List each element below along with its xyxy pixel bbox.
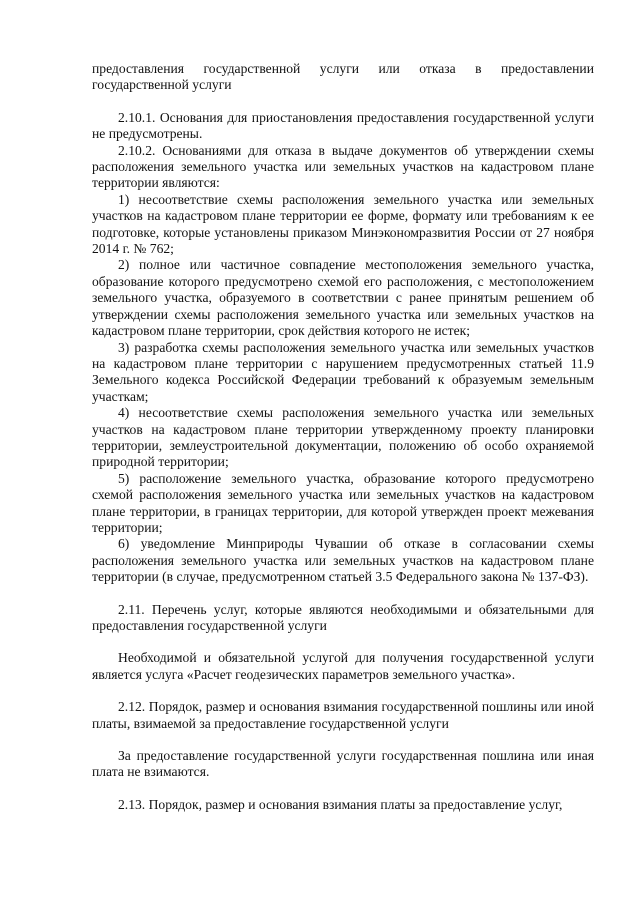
paragraph-2-10-1: 2.10.1. Основания для приостановления предоставления государственной услуги не предусмотрены.	[92, 109, 594, 142]
paragraph-gap	[92, 781, 594, 797]
paragraph-gap	[92, 586, 594, 602]
list-item-4: 4) несоответствие схемы расположения земельного участка или земельных участков на кадастровом плане территории утвержденному проекту планировки территории, землеустроительной документации, положению об особо охраняемой природной территории;	[92, 405, 594, 470]
list-item-5: 5) расположение земельного участка, образование которого предусмотрено схемой расположения земельного участка или земельных участков на кадастровом плане территории, в границах территории, для которой утвержден проект межевания территории;	[92, 470, 594, 535]
paragraph-gap	[92, 732, 594, 748]
paragraph-2-10-2: 2.10.2. Основаниями для отказа в выдаче документов об утверждении схемы расположения земельного участка или земельных участков на кадастровом плане территории являются:	[92, 142, 594, 191]
paragraph-heading-continuation: предоставления государственной услуги или отказа в предоставлении государственной услуги	[92, 61, 594, 93]
list-item-6: 6) уведомление Минприроды Чувашии об отказе в согласовании схемы расположения земельного участка или земельных участков на кадастровом плане территории (в случае, предусмотренном статьей 3.5 Федерального закона № 137-ФЗ).	[92, 536, 594, 585]
paragraph-required-service: Необходимой и обязательной услугой для получения государственной услуги является услуга «Расчет геодезических параметров земельного участка».	[92, 650, 594, 682]
section-heading-2-12: 2.12. Порядок, размер и основания взимания государственной пошлины или иной платы, взимаемой за предоставление государственной услуги	[92, 699, 594, 731]
paragraph-gap	[92, 634, 594, 650]
paragraph-no-fee: За предоставление государственной услуги государственная пошлина или иная плата не взимаются.	[92, 748, 594, 780]
section-heading-2-11: 2.11. Перечень услуг, которые являются необходимыми и обязательными для предоставления государственной услуги	[92, 601, 594, 633]
list-item-3: 3) разработка схемы расположения земельного участка или земельных участков на кадастровом плане территории с нарушением предусмотренных статьей 11.9 Земельного кодекса Российской Федерации требований к образуемым земельным участкам;	[92, 339, 594, 404]
paragraph-gap	[92, 683, 594, 699]
paragraph-gap	[92, 94, 594, 110]
section-heading-2-13: 2.13. Порядок, размер и основания взимания платы за предоставление услуг,	[118, 796, 563, 812]
list-item-1: 1) несоответствие схемы расположения земельного участка или земельных участков на кадастровом плане территории ее форме, формату или требованиям к ее подготовке, которые установлены приказом Минэкономразвития России от 27 ноября 2014 г. № 762;	[92, 191, 594, 257]
list-item-2: 2) полное или частичное совпадение местоположения земельного участка, образование которого предусмотрено схемой его расположения, с местоположением земельного участка, образуемого в соответствии с ранее принятым решением об утверждении схемы расположения земельного участка или земельных участков на кадастровом плане территории, срок действия которого не истек;	[92, 257, 594, 339]
